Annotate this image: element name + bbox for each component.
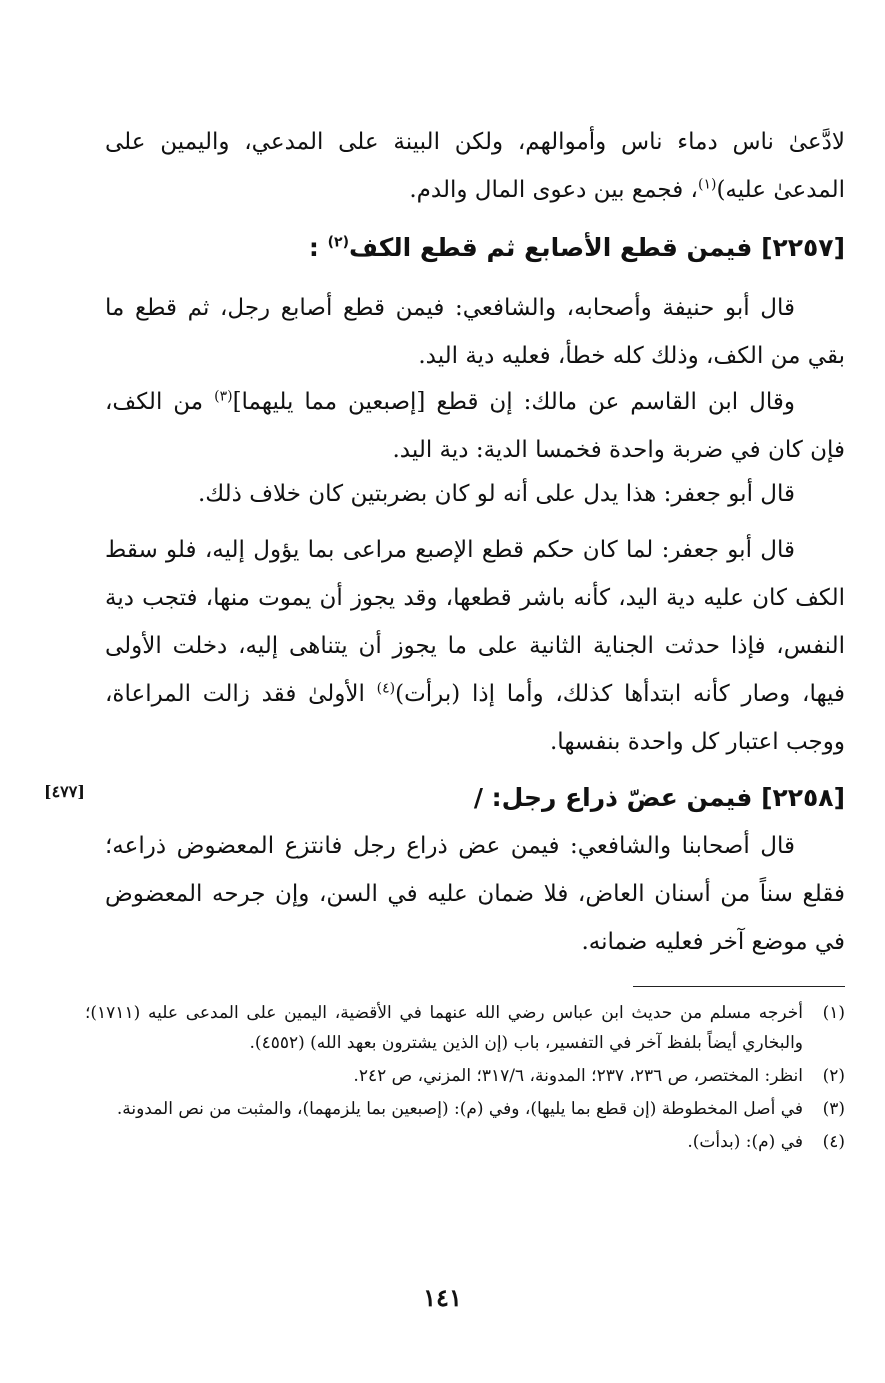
footnote-text: في أصل المخطوطة (إن قطع بما يليها)، وفي (م): (إصبعين بما يلزمهما)، والمثبت من نص المدونة. bbox=[116, 1099, 803, 1119]
footnotes-list bbox=[85, 998, 845, 1160]
footnote-text: انظر: المختصر، ص ٢٣٦، ٢٣٧؛ المدونة، ٣١٧/٦؛ المزني، ص ٢٤٢. bbox=[353, 1066, 803, 1086]
paragraph-2 bbox=[105, 284, 845, 380]
footnote-ref-2[interactable]: (٢) bbox=[327, 234, 349, 251]
footnote-ref-4[interactable]: (٤) bbox=[376, 680, 396, 697]
paragraph-text: قال أبو جعفر: لما كان حكم قطع الإصبع مراعى بما يؤول إليه، فلو سقط الكف كان عليه دية اليد، كأنه باشر قطعها، وقد يجوز أن يموت منها، فتجب دية النفس، فإذا حدثت الجناية الثانية على ما يجوز أن يتناهى إليه، دخلت الأولى فيها، وصار كأنه ابتدأها كذلك، وأما إذا (برأت) bbox=[105, 537, 845, 707]
footnote-text: أخرجه مسلم من حديث ابن عباس رضي الله عنهما في الأقضية، اليمين على المدعى عليه (١٧١١)؛ والبخاري أيضاً بلفظ آخر في التفسير، باب (إن الذين يشترون بعهد الله) (٤٥٥٢). bbox=[85, 1003, 803, 1053]
footnote-text: في (م): (بدأت). bbox=[687, 1132, 803, 1152]
paragraph-text: الأولىٰ فقد زالت المراعاة، ووجب اعتبار كل واحدة بنفسها. bbox=[105, 681, 845, 755]
footnote-item bbox=[85, 1127, 845, 1157]
heading-colon: : bbox=[308, 233, 319, 262]
footnote-divider bbox=[633, 986, 845, 987]
paragraph-text: قال أبو جعفر: هذا يدل على أنه لو كان بضربتين كان خلاف ذلك. bbox=[197, 481, 795, 507]
footnote-item bbox=[85, 998, 845, 1058]
footnote-ref-1[interactable]: (١) bbox=[697, 176, 717, 193]
heading-text: [٢٢٥٨] فيمن عضّ ذراع رجل: / bbox=[473, 783, 845, 812]
paragraph-text: قال أصحابنا والشافعي: فيمن عض ذراع رجل فانتزع المعضوض ذراعه؛ فقلع سناً من أسنان العاض، فلا ضمان عليه في السن، وإن جرحه المعضوض في موضع آخر فعليه ضمانه. bbox=[105, 833, 845, 955]
paragraph-text: قال أبو حنيفة وأصحابه، والشافعي: فيمن قطع أصابع رجل، ثم قطع ما بقي من الكف، وذلك كله خطأ، فعليه دية اليد. bbox=[105, 295, 845, 369]
paragraph-text: من الكف، فإن كان في ضربة واحدة فخمسا الدية: دية اليد. bbox=[105, 389, 845, 463]
heading-text: [٢٢٥٧] فيمن قطع الأصابع ثم قطع الكف bbox=[348, 233, 845, 262]
section-heading-2257 bbox=[105, 226, 845, 270]
paragraph-6 bbox=[105, 822, 845, 966]
footnote-number: (٣) bbox=[822, 1099, 845, 1119]
paragraph-1 bbox=[105, 118, 845, 214]
footnote-number: (٢) bbox=[822, 1066, 845, 1086]
footnote-number: (١) bbox=[822, 1003, 845, 1023]
paragraph-text: لادَّعىٰ ناس دماء ناس وأموالهم، ولكن البينة على المدعي، واليمين على المدعىٰ عليه) bbox=[105, 129, 845, 203]
footnote-ref-3[interactable]: (٣) bbox=[214, 388, 233, 405]
section-heading-2258 bbox=[105, 776, 845, 820]
paragraph-4 bbox=[105, 470, 845, 518]
footnote-number: (٤) bbox=[822, 1132, 845, 1152]
paragraph-text: وقال ابن القاسم عن مالك: إن قطع [إصبعين مما يليهما] bbox=[232, 389, 795, 415]
footnote-item bbox=[85, 1061, 845, 1091]
footnote-item bbox=[85, 1094, 845, 1124]
page-number: ١٤١ bbox=[423, 1283, 462, 1312]
manuscript-folio-marker: [٤٧٧] bbox=[44, 782, 85, 801]
paragraph-5 bbox=[105, 526, 845, 766]
paragraph-text: ، فجمع بين دعوى المال والدم. bbox=[409, 177, 698, 203]
paragraph-3 bbox=[105, 378, 845, 474]
